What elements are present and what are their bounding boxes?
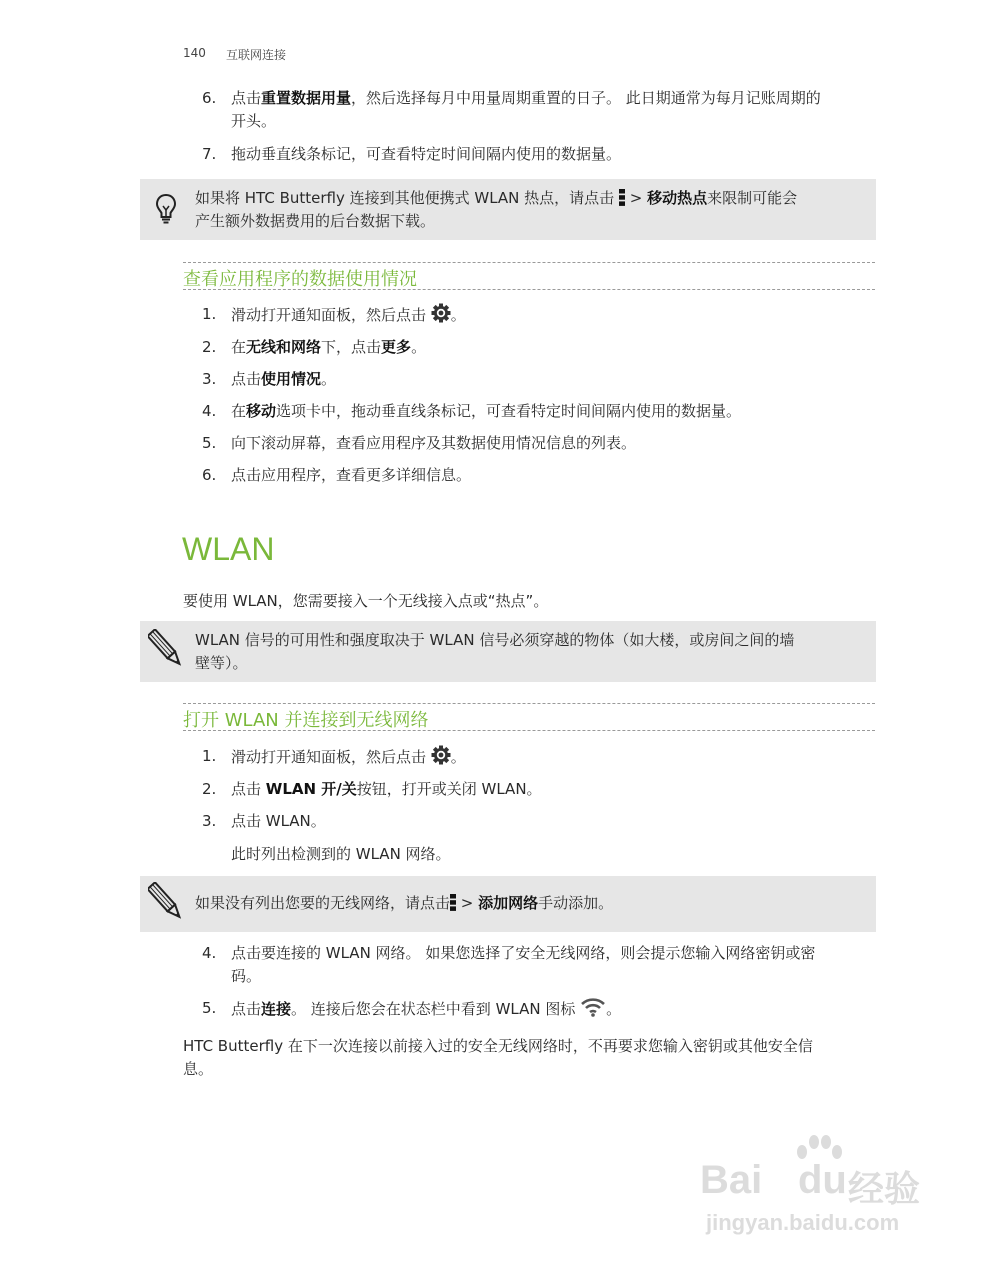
list-number: 2. [202, 780, 217, 798]
list-text: 在移动选项卡中，拖动垂直线条标记，可查看特定时间间隔内使用的数据量。 [231, 402, 742, 420]
list-number: 6. [202, 89, 217, 107]
sub-note: 此时列出检测到的 WLAN 网络。 [231, 845, 451, 863]
list-number: 6. [202, 466, 217, 484]
watermark-brand-du: du [798, 1158, 847, 1202]
subsection-title: 查看应用程序的数据使用情况 [183, 269, 417, 290]
list-number: 1. [202, 747, 217, 765]
list-text: 滑动打开通知面板，然后点击 。 [231, 745, 466, 772]
list-number: 3. [202, 370, 217, 388]
list-text: 拖动垂直线条标记，可查看特定时间间隔内使用的数据量。 [231, 145, 622, 163]
wifi-icon [580, 997, 606, 1024]
list-number: 2. [202, 338, 217, 356]
list-text-cont: 码。 [231, 967, 262, 985]
note-box [140, 876, 876, 932]
list-number: 7. [202, 145, 217, 163]
subsection-heading [183, 703, 875, 731]
lightbulb-icon [155, 193, 177, 229]
list-text: 点击 WLAN。 [231, 812, 326, 830]
gear-icon [431, 303, 451, 330]
tip-box [140, 179, 876, 240]
list-number: 1. [202, 305, 217, 323]
subsection-title: 打开 WLAN 并连接到无线网络 [183, 710, 429, 731]
list-text-cont: 开头。 [231, 112, 277, 130]
list-number: 5. [202, 434, 217, 452]
list-number: 4. [202, 944, 217, 962]
tip-text-cont: 产生额外数据费用的后台数据下载。 [195, 212, 436, 230]
list-text: 点击重置数据用量，然后选择每月中用量周期重置的日子。 此日期通常为每月记账周期的 [231, 89, 821, 107]
section-title: WLAN [182, 531, 275, 567]
gear-icon [431, 745, 451, 772]
list-text: 点击要连接的 WLAN 网络。 如果您选择了安全无线网络，则会提示您输入网络密钥或密 [231, 944, 816, 962]
subsection-heading [183, 262, 875, 290]
watermark-brand-bai: Bai [700, 1158, 763, 1202]
note-box [140, 621, 876, 682]
intro-text: 要使用 WLAN，您需要接入一个无线接入点或“热点”。 [183, 592, 549, 610]
note-text: 如果没有列出您要的无线网络，请点击 > 添加网络手动添加。 [195, 892, 613, 918]
note-text-cont: 壁等）。 [195, 654, 248, 672]
watermark-url: jingyan.baidu.com [706, 1210, 900, 1235]
list-text: 在无线和网络下，点击更多。 [231, 338, 427, 356]
outro-text-cont: 息。 [183, 1060, 214, 1078]
pencil-icon [148, 882, 184, 926]
watermark-brand-jingyan: 经验 [848, 1168, 921, 1209]
tip-text: 如果将 HTC Butterfly 连接到其他便携式 WLAN 热点，请点击 > 移动热点来限制可能会 [195, 187, 797, 213]
section-header: 互联网连接 [226, 48, 287, 62]
list-text: 点击使用情况。 [231, 370, 337, 388]
list-number: 3. [202, 812, 217, 830]
list-text: 滑动打开通知面板，然后点击 。 [231, 303, 466, 330]
page-number: 140 [183, 46, 206, 60]
outro-text: HTC Butterfly 在下一次连接以前接入过的安全无线网络时，不再要求您输入密钥或其他安全信 [183, 1037, 813, 1055]
list-text: 点击连接。 连接后您会在状态栏中看到 WLAN 图标 。 [231, 997, 621, 1024]
list-text: 点击 WLAN 开/关按钮，打开或关闭 WLAN。 [231, 780, 542, 798]
list-number: 4. [202, 402, 217, 420]
pencil-icon [148, 629, 184, 673]
list-text: 向下滚动屏幕，查看应用程序及其数据使用情况信息的列表。 [231, 434, 637, 452]
list-number: 5. [202, 999, 217, 1017]
list-text: 点击应用程序，查看更多详细信息。 [231, 466, 472, 484]
note-text: WLAN 信号的可用性和强度取决于 WLAN 信号必须穿越的物体（如大楼，或房间之间的墙 [195, 631, 795, 649]
